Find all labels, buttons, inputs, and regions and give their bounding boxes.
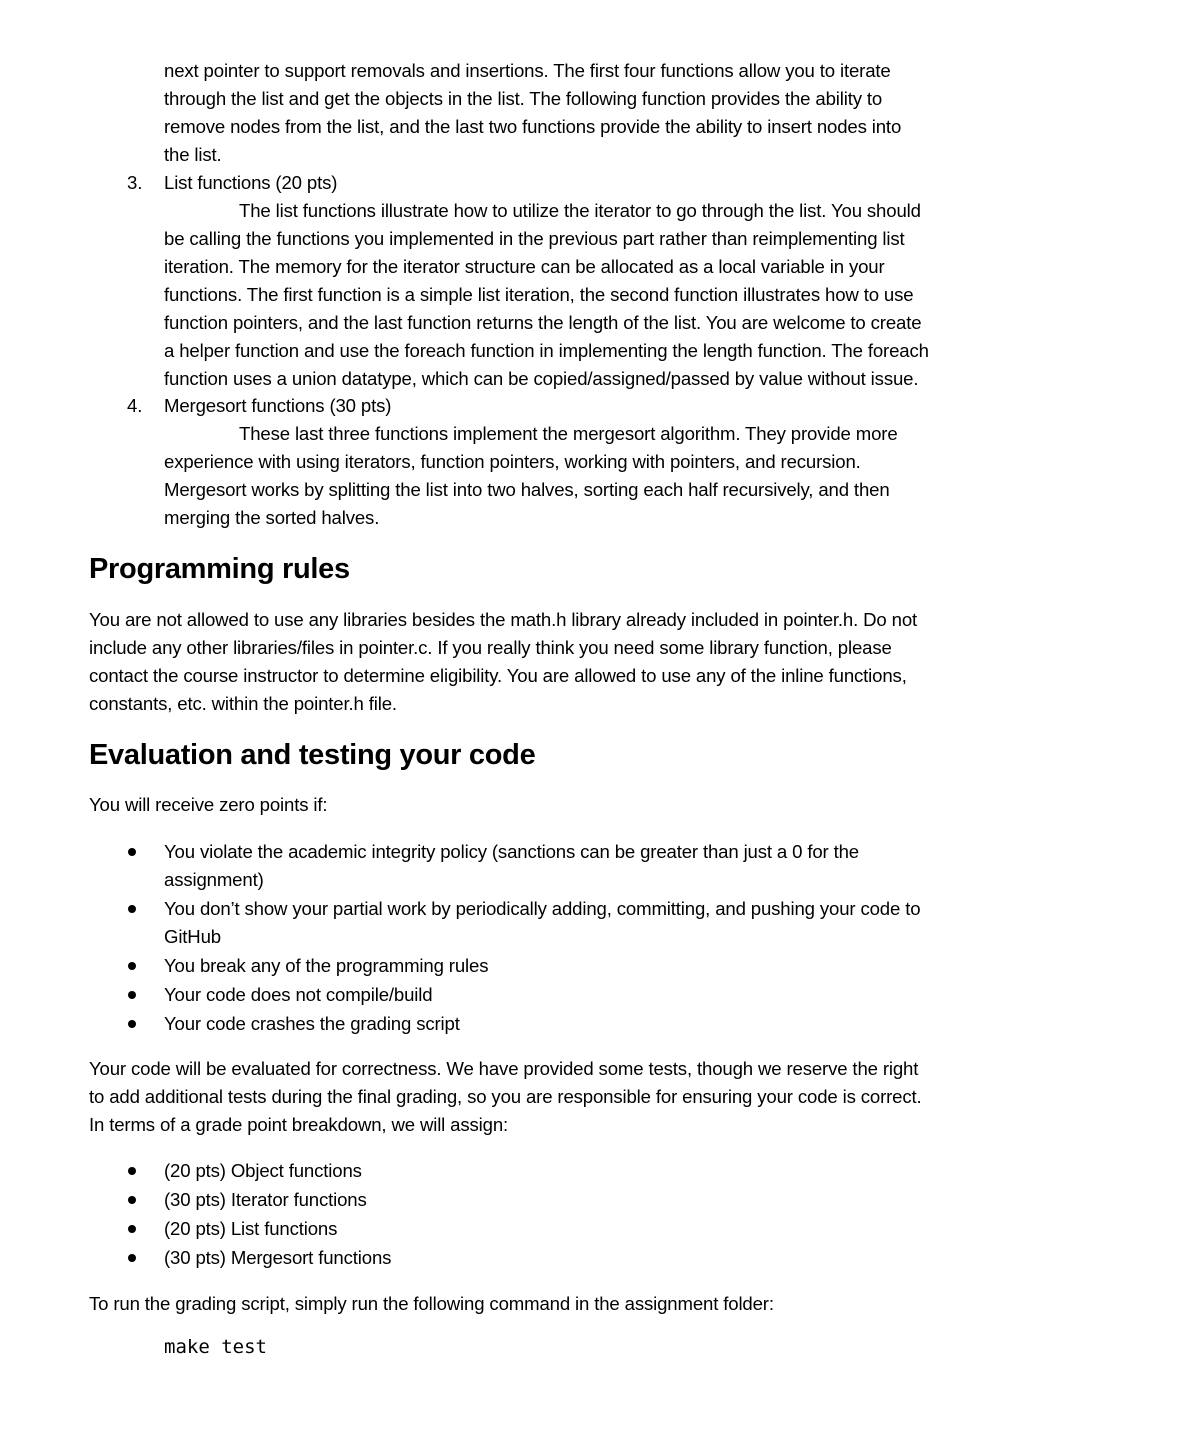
paragraph-line: function uses a union datatype, which can be copied/assigned/passed by value without issue. xyxy=(164,368,919,389)
paragraph-line: iteration. The memory for the iterator structure can be allocated as a local variable in your xyxy=(164,256,885,277)
paragraph-line: experience with using iterators, function pointers, working with pointers, and recursion. xyxy=(164,451,861,472)
bullet-icon xyxy=(128,1225,136,1233)
list-item-title: List functions (20 pts) xyxy=(164,172,338,193)
list-number: 4. xyxy=(127,395,143,416)
paragraph-line: to add additional tests during the final grading, so you are responsible for ensuring your code is correct. xyxy=(89,1086,922,1107)
paragraph-line: next pointer to support removals and insertions. The first four functions allow you to iterate xyxy=(164,60,891,81)
bullet-text: You violate the academic integrity policy (sanctions can be greater than just a 0 for the xyxy=(164,841,860,862)
paragraph-line: Your code will be evaluated for correctness. We have provided some tests, though we reserve the right xyxy=(89,1058,919,1079)
bullet-icon xyxy=(128,1254,136,1262)
paragraph-line: through the list and get the objects in the list. The following function provides the ability to xyxy=(164,88,883,109)
paragraph-line: function pointers, and the last function returns the length of the list. You are welcome to create xyxy=(164,312,922,333)
paragraph-line: Mergesort works by splitting the list into two halves, sorting each half recursively, and then xyxy=(164,479,890,500)
list-number: 3. xyxy=(127,172,143,193)
bullet-icon xyxy=(128,1167,136,1175)
paragraph-line: To run the grading script, simply run the following command in the assignment folder: xyxy=(89,1293,774,1314)
paragraph-line: merging the sorted halves. xyxy=(164,507,380,528)
bullet-icon xyxy=(128,1020,136,1028)
section-heading: Evaluation and testing your code xyxy=(89,739,536,771)
bullet-text: You break any of the programming rules xyxy=(164,955,489,976)
section-heading: Programming rules xyxy=(89,553,350,585)
paragraph-line: be calling the functions you implemented in the previous part rather than reimplementing list xyxy=(164,228,905,249)
bullet-text: assignment) xyxy=(164,869,264,890)
paragraph-line: These last three functions implement the mergesort algorithm. They provide more xyxy=(239,423,898,444)
paragraph-line: a helper function and use the foreach function in implementing the length function. The foreach xyxy=(164,340,929,361)
code-command: make test xyxy=(164,1336,267,1358)
paragraph-line: remove nodes from the list, and the last two functions provide the ability to insert nodes into xyxy=(164,116,902,137)
paragraph-line: constants, etc. within the pointer.h file. xyxy=(89,693,397,714)
bullet-text: (30 pts) Iterator functions xyxy=(164,1189,367,1210)
paragraph-line: the list. xyxy=(164,144,222,165)
bullet-text: Your code crashes the grading script xyxy=(164,1013,460,1034)
paragraph-line: include any other libraries/files in pointer.c. If you really think you need some library function, please xyxy=(89,637,892,658)
bullet-icon xyxy=(128,1196,136,1204)
bullet-text: (30 pts) Mergesort functions xyxy=(164,1247,392,1268)
paragraph-line: In terms of a grade point breakdown, we will assign: xyxy=(89,1114,509,1135)
paragraph-line: You are not allowed to use any libraries besides the math.h library already included in pointer.h. Do not xyxy=(89,609,918,630)
bullet-text: You don’t show your partial work by periodically adding, committing, and pushing your code to xyxy=(164,898,921,919)
paragraph-line: The list functions illustrate how to utilize the iterator to go through the list. You should xyxy=(239,200,921,221)
bullet-icon xyxy=(128,905,136,913)
bullet-icon xyxy=(128,848,136,856)
bullet-text: GitHub xyxy=(164,926,221,947)
bullet-text: Your code does not compile/build xyxy=(164,984,433,1005)
paragraph-line: contact the course instructor to determine eligibility. You are allowed to use any of the inline functions, xyxy=(89,665,907,686)
bullet-icon xyxy=(128,991,136,999)
paragraph-line: You will receive zero points if: xyxy=(89,794,328,815)
bullet-text: (20 pts) List functions xyxy=(164,1218,338,1239)
list-item-title: Mergesort functions (30 pts) xyxy=(164,395,392,416)
bullet-icon xyxy=(128,962,136,970)
bullet-text: (20 pts) Object functions xyxy=(164,1160,362,1181)
paragraph-line: functions. The first function is a simple list iteration, the second function illustrates how to use xyxy=(164,284,914,305)
